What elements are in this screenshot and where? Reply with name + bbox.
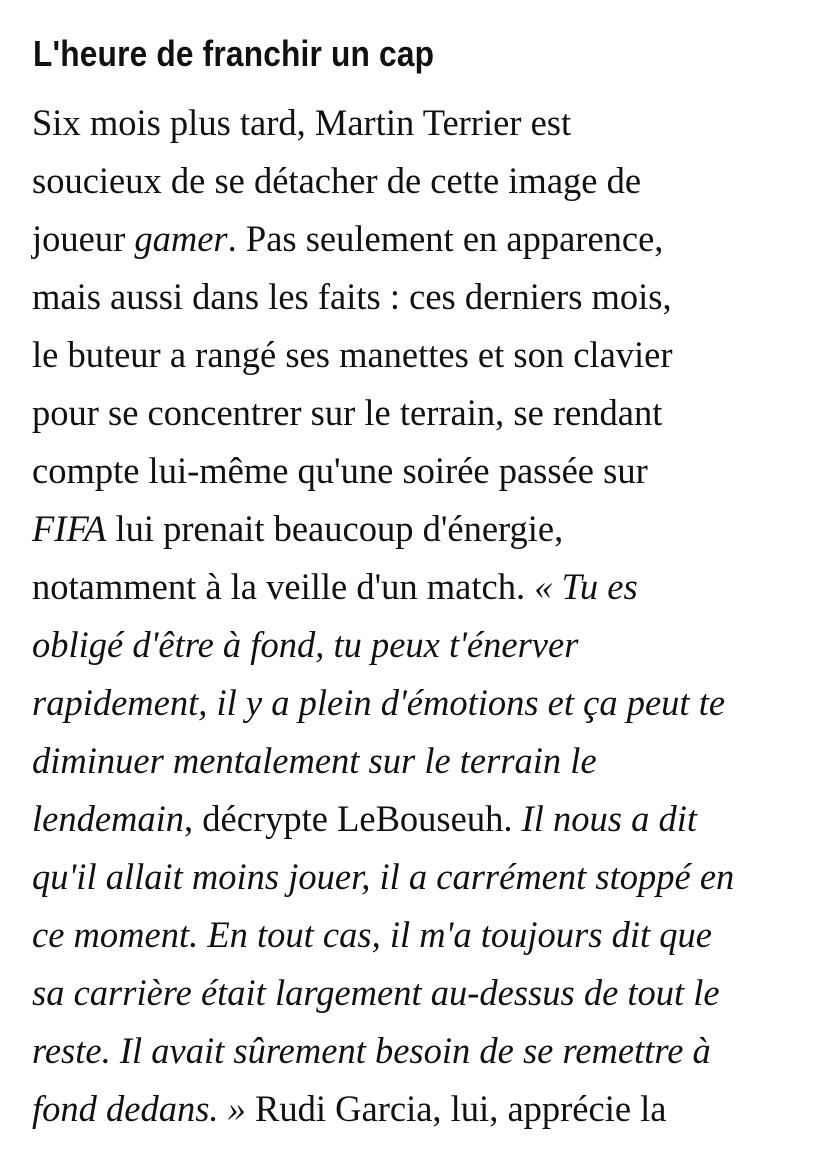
body-line	[32, 1022, 813, 1080]
body-line	[32, 906, 813, 964]
body-line	[32, 558, 813, 616]
body-line	[32, 790, 813, 848]
article	[33, 28, 813, 1138]
body-text: Rudi Garcia, lui, apprécie la	[245, 1088, 667, 1129]
body-text: . Pas seulement en apparence,	[227, 218, 664, 259]
italic-text: « Tu es	[534, 566, 638, 607]
body-text: notamment à la veille d'un match.	[32, 566, 535, 607]
italic-text: qu'il allait moins jouer, il a carrément stoppé en	[32, 856, 735, 897]
italic-text: Il nous a dit	[521, 798, 697, 839]
italic-text: reste. Il avait sûrement besoin de se remettre à	[32, 1030, 711, 1071]
italic-text: diminuer mentalement sur le terrain le	[32, 740, 597, 781]
body-text: le buteur a rangé ses manettes et son clavier	[32, 334, 673, 375]
body-line	[32, 674, 813, 732]
body-line	[32, 326, 813, 384]
article-heading: L'heure de franchir un cap	[33, 33, 435, 74]
body-line	[32, 94, 813, 152]
body-text: compte lui-même qu'une soirée passée sur	[32, 450, 648, 491]
italic-text: FIFA	[32, 508, 107, 549]
italic-text: fond dedans. »	[32, 1088, 246, 1129]
body-text: mais aussi dans les faits : ces derniers mois,	[32, 276, 672, 317]
body-line	[32, 210, 813, 268]
body-line	[32, 1080, 813, 1138]
article-body	[32, 94, 813, 1138]
body-line	[32, 268, 813, 326]
body-line	[32, 616, 813, 674]
body-line	[32, 152, 813, 210]
body-line	[32, 384, 813, 442]
body-line	[32, 964, 813, 1022]
body-line	[32, 848, 813, 906]
italic-text: rapidement, il y a plein d'émotions et ça peut te	[32, 682, 726, 723]
italic-text: ce moment. En tout cas, il m'a toujours dit que	[32, 914, 712, 955]
italic-text: sa carrière était largement au-dessus de tout le	[32, 972, 720, 1013]
body-text: lui prenait beaucoup d'énergie,	[106, 508, 564, 549]
body-text: Six mois plus tard, Martin Terrier est	[32, 102, 572, 143]
body-line	[32, 500, 813, 558]
body-text: pour se concentrer sur le terrain, se rendant	[32, 392, 663, 433]
italic-text: lendemain	[32, 798, 185, 839]
body-text: , décrypte LeBouseuh.	[184, 798, 522, 839]
body-line	[32, 442, 813, 500]
italic-text: obligé d'être à fond, tu peux t'énerver	[32, 624, 579, 665]
body-text: soucieux de se détacher de cette image de	[32, 160, 642, 201]
body-line	[32, 732, 813, 790]
body-text: joueur	[32, 218, 135, 259]
italic-text: gamer	[134, 218, 228, 259]
